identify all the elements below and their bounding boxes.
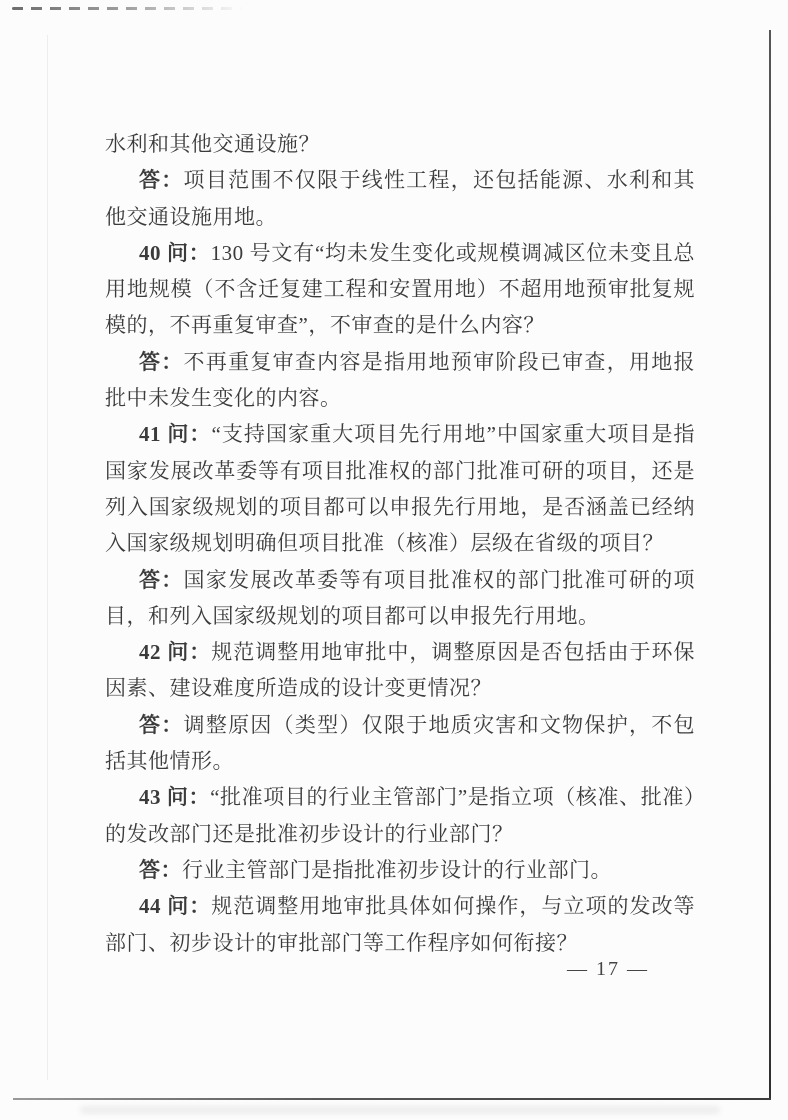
question-number: 42 问： [139, 640, 212, 665]
paper-fold-line [47, 35, 48, 1080]
question-number: 40 问： [139, 240, 211, 265]
paragraph-text: 国家发展改革委等有项目批准权的部门批准可研的项目，和列入国家级规划的项目都可以申报先行用地。 [105, 567, 696, 628]
paragraph-text: “支持国家重大项目先行用地”中国家重大项目是指国家发展改革委等有项目批准权的部门批准可研的项目，还是列入国家级规划的项目都可以申报先行用地，是否涵盖已经纳入国家级规划明确但项目批准（核准）层级在省级的项目？ [105, 422, 696, 556]
question-paragraph [105, 888, 695, 961]
page-number: — 17 — [567, 958, 649, 980]
question-number: 43 问： [139, 785, 211, 810]
continuation-paragraph [105, 126, 695, 162]
scan-smudge-top [12, 7, 264, 10]
question-paragraph [105, 416, 695, 561]
question-paragraph [105, 235, 695, 344]
answer-label: 答： [139, 857, 182, 882]
paragraph-text: 项目范围不仅限于线性工程，还包括能源、水利和其他交通设施用地。 [105, 168, 696, 229]
question-paragraph [105, 634, 695, 707]
question-number: 41 问： [139, 422, 212, 447]
paragraph-text: 调整原因（类型）仅限于地质灾害和文物保护，不包括其他情形。 [105, 712, 696, 774]
question-number: 44 问： [139, 894, 212, 919]
answer-label: 答： [139, 349, 184, 374]
answer-paragraph [105, 562, 695, 635]
paragraph-text: 行业主管部门是指批准初步设计的行业部门。 [182, 857, 612, 882]
answer-paragraph [105, 344, 695, 417]
page-edge-bottom [13, 1098, 771, 1100]
scan-shadow-bottom [80, 1106, 720, 1114]
answer-paragraph [105, 852, 695, 888]
answer-label: 答： [139, 712, 184, 737]
document-body [105, 126, 695, 961]
answer-label: 答： [139, 567, 184, 592]
page-edge-right [769, 30, 771, 1100]
paragraph-text: 不再重复审查内容是指用地预审阶段已审查，用地报批中未发生变化的内容。 [105, 349, 696, 411]
answer-paragraph [105, 707, 695, 780]
paragraph-text: 规范调整用地审批中，调整原因是否包括由于环保因素、建设难度所造成的设计变更情况？ [105, 640, 695, 701]
paragraph-text: “批准项目的行业主管部门”是指立项（核准、批准）的发改部门还是批准初步设计的行业部门？ [105, 785, 695, 846]
answer-paragraph [105, 162, 695, 235]
paragraph-text: 130 号文有“均未发生变化或规模调减区位未变且总用地规模（不含迁复建工程和安置用地）不超用地预审批复规模的，不再重复审查”，不审查的是什么内容？ [105, 240, 696, 338]
question-paragraph [105, 779, 695, 852]
answer-label: 答： [139, 168, 184, 193]
paragraph-text: 规范调整用地审批具体如何操作，与立项的发改等部门、初步设计的审批部门等工作程序如何衔接？ [105, 894, 695, 955]
paragraph-text: 水利和其他交通设施？ [105, 132, 320, 156]
